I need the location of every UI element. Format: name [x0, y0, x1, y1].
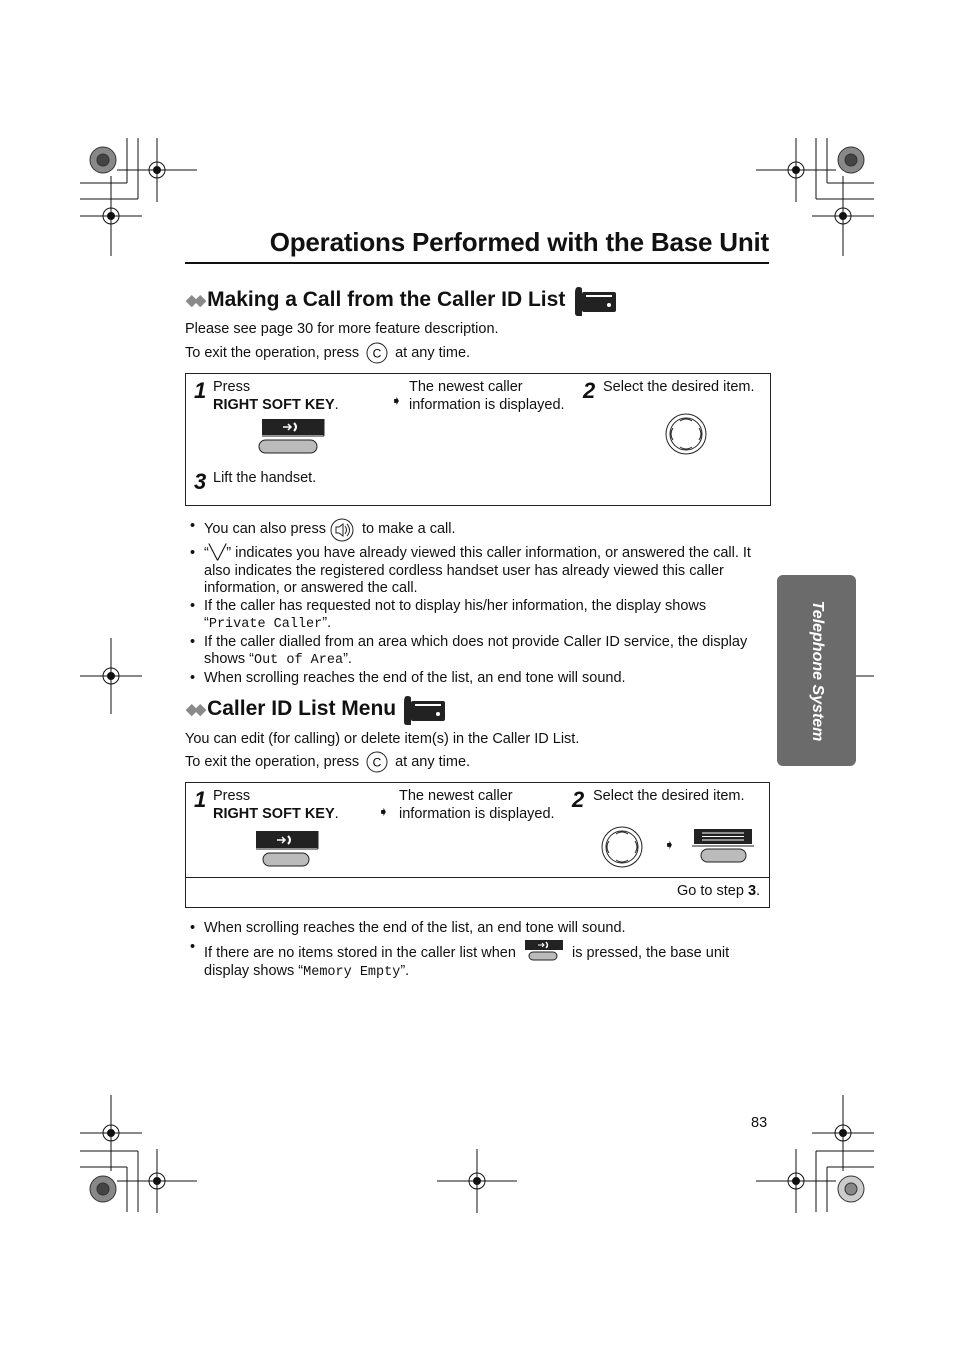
section2-notes	[186, 920, 770, 981]
note-text: If there are no items stored in the caller list when	[204, 944, 516, 961]
base-unit-icon	[573, 283, 617, 317]
navigator-key-icon[interactable]	[664, 412, 708, 456]
right-soft-key-icon[interactable]	[250, 829, 322, 869]
note-item	[186, 518, 770, 542]
goto-step-number: 3	[747, 883, 757, 899]
result-line1: The newest caller	[409, 379, 523, 395]
step2-instruction: Select the desired item.	[603, 379, 755, 395]
note-item	[186, 598, 770, 634]
display-message: Private Caller	[208, 617, 323, 632]
step3-instruction: Lift the handset.	[213, 470, 317, 486]
step1-instruction	[213, 378, 339, 414]
section2-intro: You can edit (for calling) or delete item(s) in the Caller ID List.	[185, 731, 580, 747]
goto-prefix: Go to step	[677, 883, 744, 899]
step1-number: 1	[194, 378, 207, 403]
step2-instruction: Select the desired item.	[593, 788, 745, 804]
diamond-bullet-icon: ◆◆	[186, 292, 204, 309]
right-soft-key-label: RIGHT SOFT KEY	[213, 397, 335, 413]
step1-key-label: RIGHT SOFT KEY.	[213, 397, 339, 413]
step1-press: Press	[213, 788, 251, 804]
note-text: ”.	[343, 651, 352, 667]
svg-text:C: C	[372, 346, 382, 361]
step1-result	[409, 378, 565, 414]
section2-heading	[186, 692, 446, 726]
goto-step: Go to step 3.	[677, 883, 761, 899]
display-message: Out of Area	[253, 653, 344, 668]
page-number: 83	[751, 1115, 768, 1131]
exit-prefix: To exit the operation, press	[185, 754, 360, 770]
right-soft-key-icon[interactable]	[255, 417, 327, 457]
note-text: to make a call.	[362, 521, 456, 538]
step2-number: 2	[583, 378, 596, 403]
note-text: • You can also press	[204, 521, 326, 538]
right-soft-key-icon[interactable]	[523, 939, 565, 963]
note-item: • When scrolling reaches the end of the list, an end tone will sound.	[186, 670, 770, 688]
step2-number: 2	[572, 787, 585, 812]
section1-notes	[186, 518, 770, 687]
section2-heading-text: Caller ID List Menu	[207, 697, 397, 720]
diamond-bullet-icon: ◆◆	[186, 701, 204, 718]
clear-button-icon	[365, 751, 389, 773]
section1-intro: Please see page 30 for more feature description.	[185, 321, 499, 337]
note-item	[186, 634, 770, 670]
display-message: Memory Empty	[303, 964, 401, 980]
section2-divider	[185, 877, 769, 878]
speakerphone-button-icon[interactable]	[330, 518, 358, 542]
section1-heading-text: Making a Call from the Caller ID List	[207, 288, 566, 311]
step3-number: 3	[194, 469, 207, 494]
navigator-key-icon[interactable]	[600, 825, 644, 869]
result-line2: information is displayed.	[399, 806, 555, 822]
result-line1: The newest caller	[399, 788, 513, 804]
section2-exit-line	[185, 751, 470, 773]
step1-result	[399, 787, 555, 823]
clear-button-icon	[365, 342, 389, 364]
step1-key-label: RIGHT SOFT KEY.	[213, 806, 339, 822]
note-item: • “╲╱” indicates you have already viewed this caller information, or answered the call. It also indicates the registered cordless handset user has already viewed this caller information, or answered the call.	[186, 545, 770, 598]
exit-suffix: at any time.	[395, 345, 471, 361]
base-unit-icon	[402, 692, 446, 726]
arrow-right-icon: ➧	[378, 804, 389, 819]
page-title: Operations Performed with the Base Unit	[185, 227, 769, 264]
right-soft-key-label: RIGHT SOFT KEY	[213, 806, 335, 822]
note-text: is pressed, the base unit display shows “	[204, 944, 730, 979]
note-text: If the caller dialled from an area which does not provide Caller ID service, the display shows “	[204, 633, 748, 667]
arrow-right-icon: ➧	[664, 837, 675, 852]
arrow-right-icon: ➧	[391, 393, 402, 408]
step1-number: 1	[194, 787, 207, 812]
note-text: If the caller has requested not to display his/her information, the display shows “	[204, 597, 707, 631]
side-tab-label: Telephone System	[808, 600, 826, 741]
side-tab-label-wrap	[777, 575, 856, 766]
step1-instruction	[213, 787, 339, 823]
section1-exit-line	[185, 342, 470, 364]
note-text: ”.	[400, 962, 410, 979]
note-text: ”.	[322, 615, 332, 631]
svg-text:C: C	[372, 755, 382, 770]
note-item	[186, 939, 770, 982]
step1-press: Press	[213, 379, 251, 395]
exit-suffix: at any time.	[395, 754, 471, 770]
exit-prefix: To exit the operation, press	[185, 345, 360, 361]
menu-soft-key-icon[interactable]	[692, 827, 756, 865]
section1-heading	[186, 283, 617, 317]
note-item: • When scrolling reaches the end of the list, an end tone will sound.	[186, 920, 770, 938]
result-line2: information is displayed.	[409, 397, 565, 413]
